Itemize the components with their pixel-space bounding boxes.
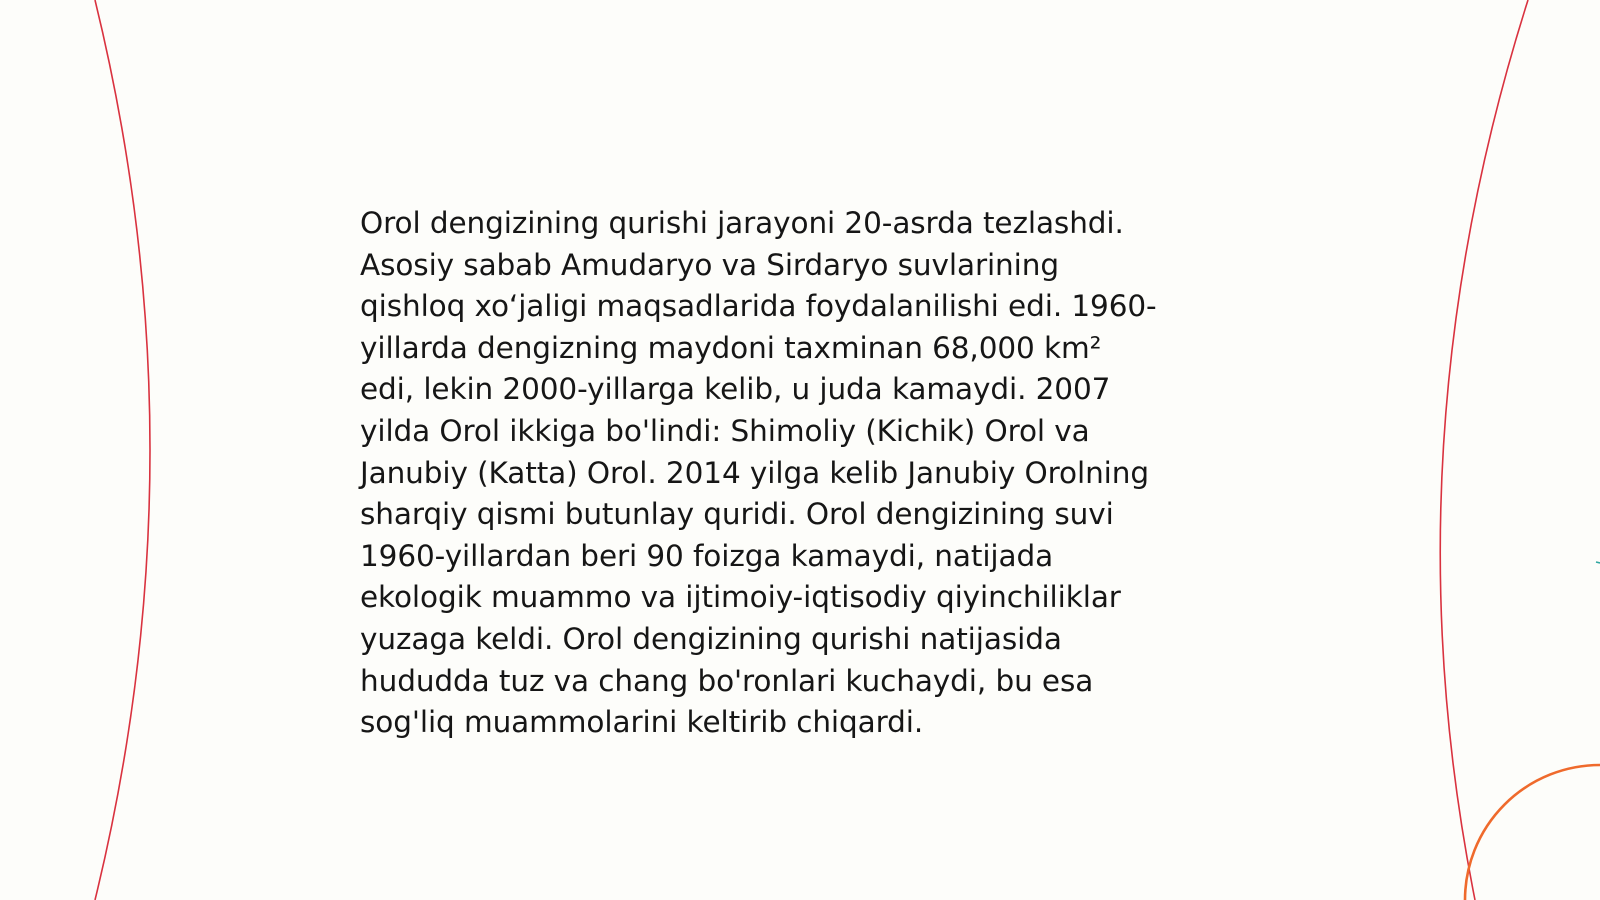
- paragraph-line: yuzaga keldi. Orol dengizining qurishi natijasida: [360, 621, 1062, 656]
- paragraph-line: 1960-yillardan beri 90 foizga kamaydi, natijada: [360, 538, 1054, 573]
- paragraph-line: ekologik muammo va ijtimoiy-iqtisodiy qiyinchiliklar: [360, 580, 1121, 615]
- paragraph-line: sharqiy qismi butunlay quridi. Orol dengizining suvi: [360, 497, 1114, 532]
- paragraph-line: edi, lekin 2000-yillarga kelib, u juda kamaydi. 2007: [360, 372, 1111, 407]
- paragraph-line: hududda tuz va chang bo'ronlari kuchaydi, bu esa: [360, 663, 1094, 698]
- paragraph-line: Orol dengizining qurishi jarayoni 20-asrda tezlashdi.: [360, 206, 1124, 240]
- left-arc: [95, 0, 150, 900]
- right-arc: [1440, 0, 1528, 900]
- paragraph-line: qishloq xo‘jaligi maqsadlarida foydalanilishi edi. 1960-: [360, 289, 1157, 324]
- small-teal-mark: [1596, 562, 1600, 563]
- corner-circle: [1465, 765, 1600, 900]
- paragraph-line: yillarda dengizning maydoni taxminan 68,000 km²: [360, 330, 1102, 365]
- paragraph-line: sog'liq muammolarini keltirib chiqardi.: [360, 705, 924, 740]
- paragraph-line: yilda Orol ikkiga bo'lindi: Shimoliy (Kichik) Orol va: [360, 413, 1090, 448]
- paragraph-line: Janubiy (Katta) Orol. 2014 yilga kelib Janubiy Orolning: [360, 455, 1149, 490]
- paragraph-line: Asosiy sabab Amudaryo va Sirdaryo suvlarining: [360, 247, 1059, 282]
- body-paragraph: [360, 203, 1260, 744]
